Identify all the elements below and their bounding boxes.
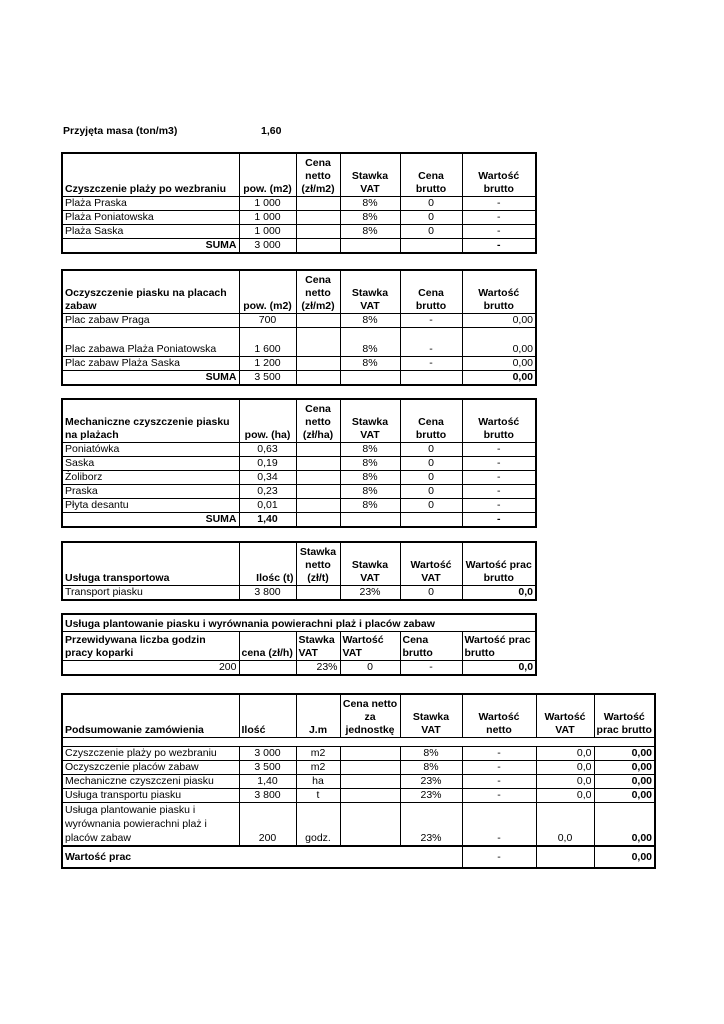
cell: 0,00 <box>462 371 536 386</box>
assumed-mass-label: Przyjęta masa (ton/m3) <box>63 125 178 137</box>
cell: 700 <box>239 314 296 328</box>
header-cell: Ilośc (t) <box>239 542 296 586</box>
header-cell: Wartość brutto <box>462 270 536 314</box>
table-row <box>62 211 536 225</box>
cell: - <box>462 775 536 789</box>
table-row <box>62 357 536 371</box>
cell <box>296 443 340 457</box>
header-cell: J.m <box>296 694 340 738</box>
header-cell: Stawka netto (zł/t) <box>296 542 340 586</box>
cell: Czyszczenie plaży po wezbraniu <box>62 747 239 761</box>
cell: - <box>462 513 536 528</box>
cell: 0,01 <box>239 499 296 513</box>
cell <box>400 371 462 386</box>
table-row <box>62 443 536 457</box>
cell <box>340 803 400 847</box>
cell <box>340 747 400 761</box>
cell: 8% <box>340 485 400 499</box>
cell: 1 000 <box>239 197 296 211</box>
cell: 0,0 <box>536 789 594 803</box>
header-cell: Stawka VAT <box>340 399 400 443</box>
cell <box>340 239 400 254</box>
cell: Płyta desantu <box>62 499 239 513</box>
cell: godz. <box>296 803 340 847</box>
cell: 0,0 <box>462 661 536 676</box>
header-cell: Cena brutto <box>400 270 462 314</box>
cell: 0 <box>400 586 462 601</box>
cell <box>296 457 340 471</box>
table-row <box>62 661 536 676</box>
cell <box>400 239 462 254</box>
table-row <box>62 457 536 471</box>
cell: 200 <box>239 803 296 847</box>
cell: 8% <box>340 443 400 457</box>
cell: Plaża Saska <box>62 225 239 239</box>
header-cell: Cena brutto <box>400 399 462 443</box>
cell: 0 <box>400 211 462 225</box>
cell: 0,00 <box>594 789 655 803</box>
cell: 0,0 <box>536 803 594 847</box>
cell: Usługa transportu piasku <box>62 789 239 803</box>
cell <box>296 211 340 225</box>
cell: 1 600 <box>239 328 296 357</box>
table-row <box>62 471 536 485</box>
cell <box>296 328 340 357</box>
cell: - <box>462 457 536 471</box>
header-cell: Wartość prac brutto <box>462 632 536 661</box>
header-cell: Wartość netto <box>462 694 536 738</box>
cell: 3 000 <box>239 747 296 761</box>
beach-cleaning-table <box>61 152 537 254</box>
header-cell: Oczyszczenie piasku na placach zabaw <box>62 270 239 314</box>
cell <box>340 789 400 803</box>
cell <box>340 761 400 775</box>
cell: Praska <box>62 485 239 499</box>
cell <box>296 197 340 211</box>
cell: 0,19 <box>239 457 296 471</box>
cell: - <box>462 747 536 761</box>
cell: 0,00 <box>594 761 655 775</box>
cell: Plaża Poniatowska <box>62 211 239 225</box>
cell: - <box>462 471 536 485</box>
cell: 8% <box>340 357 400 371</box>
table-row <box>62 328 536 357</box>
table-row <box>62 761 655 775</box>
cell: 8% <box>400 747 462 761</box>
cell: 0 <box>400 225 462 239</box>
cell: Usługa plantowanie piasku i wyrównania powierachni plaż i placów zabaw <box>62 803 239 847</box>
cell <box>536 846 594 868</box>
total-label: Wartość prac <box>62 846 462 868</box>
header-cell: Cena netto (zł/m2) <box>296 270 340 314</box>
assumed-mass-value: 1,60 <box>261 125 282 137</box>
cell: 0 <box>400 499 462 513</box>
cell: - <box>462 789 536 803</box>
sum-label: SUMA <box>62 371 239 386</box>
cell <box>239 661 296 676</box>
cell: 8% <box>400 761 462 775</box>
cell: 0,0 <box>536 761 594 775</box>
sum-row <box>62 513 536 528</box>
cell: 0,00 <box>462 328 536 357</box>
sum-row <box>62 239 536 254</box>
cell: 23% <box>400 803 462 847</box>
cell: 1 200 <box>239 357 296 371</box>
cell <box>400 513 462 528</box>
cell: 0 <box>400 471 462 485</box>
cell: 0 <box>400 485 462 499</box>
header-cell: Czyszczenie plaży po wezbraniu <box>62 153 239 197</box>
cell <box>296 314 340 328</box>
mechanical-cleaning-table <box>61 398 537 528</box>
sum-label: SUMA <box>62 513 239 528</box>
header-cell: pow. (ha) <box>239 399 296 443</box>
table-row <box>62 586 536 601</box>
cell: 200 <box>62 661 239 676</box>
header-cell: Wartość VAT <box>536 694 594 738</box>
cell: - <box>400 357 462 371</box>
cell: 0 <box>400 457 462 471</box>
order-summary-table <box>61 693 656 869</box>
sum-row <box>62 371 536 386</box>
header-cell: Stawka VAT <box>400 694 462 738</box>
header-cell: Cena brutto <box>400 153 462 197</box>
spacer-row <box>62 738 655 747</box>
cell: 8% <box>340 211 400 225</box>
header-cell: Cena netto (zł/ha) <box>296 399 340 443</box>
cell: Plac zabaw Plaża Saska <box>62 357 239 371</box>
header-cell: Cena netto (zł/m2) <box>296 153 340 197</box>
header-cell: Wartość VAT <box>400 542 462 586</box>
cell <box>296 471 340 485</box>
cell: 0 <box>400 443 462 457</box>
sum-label: SUMA <box>62 239 239 254</box>
cell: 8% <box>340 457 400 471</box>
cell: 1 000 <box>239 225 296 239</box>
cell: m2 <box>296 747 340 761</box>
cell: Saska <box>62 457 239 471</box>
table-row <box>62 789 655 803</box>
cell: - <box>462 846 536 868</box>
header-cell: Mechaniczne czyszczenie piasku na plażach <box>62 399 239 443</box>
cell <box>296 485 340 499</box>
cell: Plac zabaw Praga <box>62 314 239 328</box>
cell: t <box>296 789 340 803</box>
cell: 8% <box>340 314 400 328</box>
sand-leveling-table <box>61 613 537 676</box>
table-row <box>62 775 655 789</box>
cell: 0,00 <box>594 747 655 761</box>
cell: 23% <box>296 661 340 676</box>
cell: 0 <box>340 661 400 676</box>
header-cell: Ilość <box>239 694 296 738</box>
cell: 0,34 <box>239 471 296 485</box>
total-row <box>62 846 655 868</box>
header-cell: Wartość prac brutto <box>462 542 536 586</box>
header-cell: Stawka VAT <box>340 153 400 197</box>
cell: 0,0 <box>536 747 594 761</box>
table-row <box>62 485 536 499</box>
header-cell: Przewidywana liczba godzin pracy koparki <box>62 632 239 661</box>
cell <box>296 513 340 528</box>
cell: m2 <box>296 761 340 775</box>
cell <box>296 225 340 239</box>
cell: 3 000 <box>239 239 296 254</box>
header-cell: Wartość brutto <box>462 399 536 443</box>
cell: 3 500 <box>239 761 296 775</box>
cell: - <box>462 499 536 513</box>
cell: - <box>400 661 462 676</box>
header-cell: cena (zł/h) <box>239 632 296 661</box>
header-cell: Stawka VAT <box>296 632 340 661</box>
table-row <box>62 803 655 847</box>
cell: 23% <box>400 789 462 803</box>
cell: 1,40 <box>239 775 296 789</box>
cell: 0 <box>400 197 462 211</box>
cell: 0,23 <box>239 485 296 499</box>
cell: 0,00 <box>462 357 536 371</box>
cell: 23% <box>340 586 400 601</box>
header-cell: Podsumowanie zamówienia <box>62 694 239 738</box>
cell: 0,00 <box>462 314 536 328</box>
cell <box>340 371 400 386</box>
table-row <box>62 225 536 239</box>
cell: - <box>462 443 536 457</box>
cell <box>296 586 340 601</box>
header-cell: Stawka VAT <box>340 270 400 314</box>
cell: - <box>400 328 462 357</box>
cell <box>340 513 400 528</box>
cell: 1 000 <box>239 211 296 225</box>
cell: - <box>462 211 536 225</box>
cell <box>296 499 340 513</box>
cell: Mechaniczne czyszczeni piasku <box>62 775 239 789</box>
cell: ha <box>296 775 340 789</box>
cell: 3 800 <box>239 789 296 803</box>
cell: - <box>400 314 462 328</box>
cell: 0,00 <box>594 803 655 847</box>
header-cell: pow. (m2) <box>239 270 296 314</box>
cell: - <box>462 225 536 239</box>
cell: 3 800 <box>239 586 296 601</box>
table-row <box>62 499 536 513</box>
cell: 3 500 <box>239 371 296 386</box>
header-cell: Cena netto za jednostkę <box>340 694 400 738</box>
cell: - <box>462 239 536 254</box>
cell: 0,0 <box>462 586 536 601</box>
cell: Poniatówka <box>62 443 239 457</box>
cell <box>340 775 400 789</box>
cell: 0,0 <box>536 775 594 789</box>
cell: - <box>462 761 536 775</box>
cell: - <box>462 197 536 211</box>
cell: 0,63 <box>239 443 296 457</box>
cell <box>296 371 340 386</box>
total-value: 0,00 <box>594 846 655 868</box>
header-cell: Wartość VAT <box>340 632 400 661</box>
cell <box>296 239 340 254</box>
cell: 0,00 <box>594 775 655 789</box>
cell: 8% <box>340 225 400 239</box>
cell: 8% <box>340 197 400 211</box>
header-cell: Usługa transportowa <box>62 542 239 586</box>
header-cell: pow. (m2) <box>239 153 296 197</box>
header-cell: Cena brutto <box>400 632 462 661</box>
cell: - <box>462 485 536 499</box>
cell: - <box>462 803 536 847</box>
header-cell: Wartość prac brutto <box>594 694 655 738</box>
cell: Transport piasku <box>62 586 239 601</box>
cell: 23% <box>400 775 462 789</box>
cell: Oczyszczenie placów zabaw <box>62 761 239 775</box>
table-row <box>62 314 536 328</box>
section-title: Usługa plantowanie piasku i wyrównania powierachni plaż i placów zabaw <box>62 614 536 632</box>
transport-table <box>61 541 537 601</box>
table-row <box>62 747 655 761</box>
header-cell: Wartość brutto <box>462 153 536 197</box>
cell: 1,40 <box>239 513 296 528</box>
cell: Plaża Praska <box>62 197 239 211</box>
cell <box>296 357 340 371</box>
cell: 8% <box>340 499 400 513</box>
header-cell: Stawka VAT <box>340 542 400 586</box>
playground-sand-table <box>61 269 537 386</box>
cell: 8% <box>340 471 400 485</box>
cell: Żoliborz <box>62 471 239 485</box>
cell: 8% <box>340 328 400 357</box>
cell: Plac zabawa Plaża Poniatowska <box>62 328 239 357</box>
table-row <box>62 197 536 211</box>
